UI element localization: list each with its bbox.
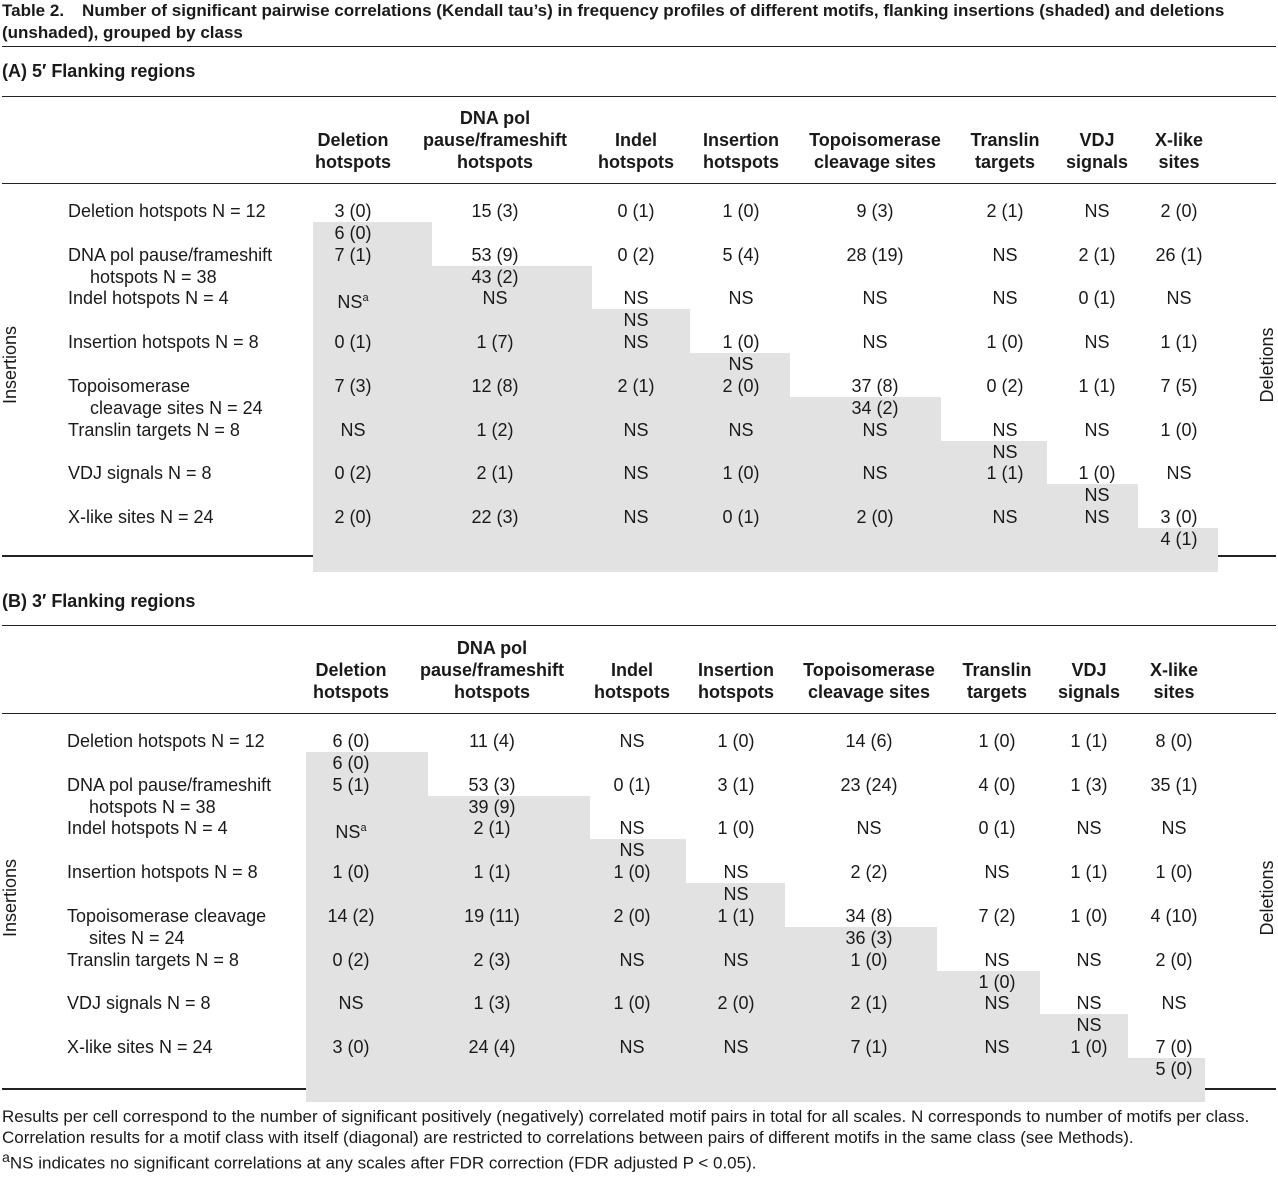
table-cell: NS <box>862 332 888 353</box>
row-label-line: sites N = 24 <box>89 927 185 948</box>
table-cell: NS <box>992 288 1018 309</box>
table-cell: 1 (0) <box>717 818 755 839</box>
column-header-line: hotspots <box>702 152 779 172</box>
diagonal-insertion-cell: 34 (2) <box>851 397 899 418</box>
column-header <box>420 637 564 703</box>
row-label-line: X-like sites N = 24 <box>67 1036 213 1057</box>
table-cell: NS <box>984 1036 1010 1057</box>
table-cell: 1 (2) <box>476 419 514 440</box>
side-label-deletions: Deletions <box>1257 327 1277 403</box>
column-header <box>315 129 391 173</box>
column-header-line: Translin <box>970 130 1040 150</box>
column-header <box>1150 659 1198 703</box>
table-cell: 1 (0) <box>1070 905 1108 926</box>
table-cell: 7 (1) <box>334 244 372 265</box>
table-cell: 14 (6) <box>845 731 893 751</box>
table-cell: NS <box>340 419 366 440</box>
column-header-line: Insertion <box>702 130 780 150</box>
table-footer <box>2 1106 1276 1174</box>
column-header <box>698 659 774 703</box>
column-header-line: cleavage sites <box>813 152 937 172</box>
table-cell: 6 (0) <box>332 731 370 751</box>
row-label-line: Translin targets N = 8 <box>68 419 240 440</box>
table-cell: 1 (1) <box>1070 862 1108 883</box>
table-cell: NS <box>992 419 1018 440</box>
diagonal-insertion-cell: 5 (0) <box>1155 1058 1193 1079</box>
table-cell: NS <box>992 244 1018 265</box>
diagonal-insertion-cell: 6 (0) <box>332 753 370 773</box>
table-cell: 2 (0) <box>856 506 894 527</box>
column-header-line: sites <box>1153 682 1195 702</box>
column-header <box>1066 129 1128 173</box>
row-label-line: cleavage sites N = 24 <box>90 397 263 418</box>
diagonal-insertion-cell: NS <box>992 441 1018 462</box>
panel-title: (B) 3′ Flanking regions <box>2 591 196 611</box>
row-label <box>68 375 263 419</box>
table-cell: 26 (1) <box>1155 244 1203 265</box>
column-header-line: DNA pol <box>459 108 531 128</box>
table-cell: 0 (1) <box>334 332 372 353</box>
table-cell: 2 (1) <box>1078 244 1116 265</box>
column-header <box>703 129 779 173</box>
table-cell: 1 (0) <box>722 463 760 484</box>
table-cell: 5 (1) <box>332 774 370 795</box>
diagonal-insertion-cell: NS <box>1076 1015 1102 1036</box>
table-cell: 1 (0) <box>722 201 760 221</box>
table-cell: 0 (1) <box>722 506 760 527</box>
table-cell: 14 (2) <box>327 905 375 926</box>
column-header-line: Indel <box>614 130 657 150</box>
table-cell: 1 (0) <box>722 332 760 353</box>
column-header-line: X-like <box>1154 130 1204 150</box>
column-header-line: hotspots <box>315 152 391 172</box>
row-label-line: Translin targets N = 8 <box>67 949 239 970</box>
column-header <box>313 659 389 703</box>
table-cell: NS <box>723 1036 749 1057</box>
column-header <box>962 659 1031 703</box>
table-cell: 1 (3) <box>473 993 511 1014</box>
row-label <box>67 861 258 883</box>
column-header-line: Indel <box>610 660 653 680</box>
diagonal-insertion-cell: 1 (0) <box>978 971 1016 992</box>
insertion-shade <box>313 528 1218 572</box>
table-cell: 22 (3) <box>471 506 519 527</box>
table-cell: NS <box>1076 993 1102 1014</box>
table-cell: 7 (1) <box>850 1036 888 1057</box>
footnote-marker: a <box>2 1150 10 1166</box>
row-label-line: VDJ signals N = 8 <box>67 993 211 1014</box>
table-cell: 1 (3) <box>1070 774 1108 795</box>
table-cell: 2 (0) <box>722 375 760 396</box>
insertion-shade <box>306 1058 1205 1102</box>
table-cell: 2 (0) <box>717 993 755 1014</box>
table-cell: 0 (2) <box>334 463 372 484</box>
row-label-line: hotspots N = 38 <box>90 266 217 287</box>
row-label <box>67 817 228 839</box>
table-cell: 11 (4) <box>469 731 515 751</box>
row-label-line: Indel hotspots N = 4 <box>67 818 228 839</box>
table-number: Table 2. <box>2 1 65 20</box>
table-cell: 2 (0) <box>613 905 651 926</box>
diagonal-insertion-cell: NS <box>623 310 649 331</box>
diagonal-insertion-cell: 39 (9) <box>468 796 516 817</box>
table-cell: NS <box>619 949 645 970</box>
table-cell: 1 (0) <box>613 862 651 883</box>
table-cell: NS <box>619 731 645 751</box>
column-header-line: sites <box>1158 152 1200 172</box>
table-cell: NS <box>984 862 1010 883</box>
table-cell: NS <box>728 419 754 440</box>
table-cell: 0 (1) <box>1078 288 1116 309</box>
panel-rule <box>2 713 1276 714</box>
table-cell: NS <box>856 818 882 839</box>
diagonal-insertion-cell: NS <box>619 840 645 861</box>
table-cell: NS <box>482 288 508 309</box>
table-cell: 2 (2) <box>850 862 888 883</box>
column-header-line: pause/frameshift <box>419 660 565 680</box>
table-cell: NS <box>1161 993 1187 1014</box>
table-cell: NS <box>623 419 649 440</box>
table-cell: 9 (3) <box>856 201 894 221</box>
column-header <box>803 659 935 703</box>
table-cell: 23 (24) <box>840 774 898 795</box>
table-cell: NS <box>862 419 888 440</box>
table-cell: 4 (0) <box>978 774 1016 795</box>
column-header <box>598 129 674 173</box>
table-cell: 2 (0) <box>334 506 372 527</box>
row-label <box>68 506 214 528</box>
table-cell: NS <box>1084 201 1110 221</box>
table-cell: 1 (7) <box>476 332 514 353</box>
table-cell: NS <box>862 288 888 309</box>
table-cell: 3 (0) <box>332 1036 370 1057</box>
table-cell: 0 (2) <box>617 244 655 265</box>
row-label <box>67 774 271 818</box>
table-cell: 35 (1) <box>1150 774 1198 795</box>
table-cell: NS <box>1084 506 1110 527</box>
table-cell: 24 (4) <box>468 1036 516 1057</box>
table-cell: 5 (4) <box>722 244 760 265</box>
panel-rule <box>2 96 1276 97</box>
column-header-line: signals <box>1065 152 1129 172</box>
table-cell: 8 (0) <box>1155 731 1193 751</box>
panel-title: (A) 5′ Flanking regions <box>2 61 196 81</box>
row-label-line: Insertion hotspots N = 8 <box>68 332 259 353</box>
insertion-shade <box>313 353 790 397</box>
row-label-line: Indel hotspots N = 4 <box>68 288 229 309</box>
column-header-line: targets <box>966 682 1028 702</box>
table-cell: NS <box>992 506 1018 527</box>
column-header-line: hotspots <box>313 682 389 702</box>
side-label-insertions: Insertions <box>0 325 20 405</box>
table-cell: 2 (3) <box>473 949 511 970</box>
column-header <box>809 129 941 173</box>
insertion-shade <box>313 222 432 266</box>
table-cell: NS <box>623 288 649 309</box>
table-cell: 2 (1) <box>986 201 1024 221</box>
column-header <box>594 659 670 703</box>
table-cell: NS <box>619 818 645 839</box>
table-cell: $NS^a$ <box>337 292 369 313</box>
table-cell: 28 (19) <box>846 244 904 265</box>
table-cell: 4 (10) <box>1150 905 1198 926</box>
table-cell: 3 (1) <box>717 774 755 795</box>
row-label-line: X-like sites N = 24 <box>68 506 214 527</box>
column-header-line: hotspots <box>594 682 670 702</box>
column-header <box>423 107 567 173</box>
row-label-line: hotspots N = 38 <box>89 796 216 817</box>
row-label <box>68 419 240 441</box>
table-cell: NS <box>984 993 1010 1014</box>
row-label <box>68 200 266 222</box>
table-cell: NS <box>723 949 749 970</box>
column-header <box>1058 659 1120 703</box>
table-cell: 1 (0) <box>1160 419 1198 440</box>
table-cell: 1 (1) <box>1070 731 1108 751</box>
table-cell: 2 (0) <box>1160 201 1198 221</box>
footnote-mark: a <box>362 292 369 305</box>
row-label-line: Deletion hotspots N = 12 <box>68 201 266 221</box>
table-cell: 1 (0) <box>850 949 888 970</box>
column-header-line: cleavage sites <box>807 682 931 702</box>
row-label <box>68 287 229 309</box>
column-header-line: hotspots <box>697 682 774 702</box>
table-cell: NS <box>723 862 749 883</box>
row-label <box>67 949 239 971</box>
row-label-line: Insertion hotspots N = 8 <box>67 862 258 883</box>
table-cell: 1 (0) <box>986 332 1024 353</box>
row-label-line: Topoisomerase cleavage <box>67 905 267 926</box>
row-label-line: DNA pol pause/frameshift <box>68 244 273 265</box>
insertion-shade <box>306 883 785 927</box>
column-header-line: VDJ <box>1079 130 1115 150</box>
column-header <box>1155 129 1203 173</box>
table-cell: 2 (1) <box>476 463 514 484</box>
insertion-shade <box>313 441 1047 485</box>
table-cell: 7 (0) <box>1155 1036 1193 1057</box>
caption-rule <box>2 46 1276 47</box>
diagonal-insertion-cell: 36 (3) <box>845 927 893 948</box>
row-label <box>68 331 259 353</box>
footnote-text: NS indicates no significant correlations at any scales after FDR correction (FDR adjusted P < 0.05). <box>9 1153 757 1173</box>
column-header-line: Translin <box>962 660 1032 680</box>
table-cell: 3 (0) <box>1160 506 1198 527</box>
row-label <box>67 730 265 752</box>
table-cell: NS <box>984 949 1010 970</box>
diagonal-insertion-cell: NS <box>723 884 749 905</box>
column-header-line: hotspots <box>456 152 533 172</box>
table-cell: NS <box>1084 332 1110 353</box>
table-cell: 1 (1) <box>717 905 755 926</box>
diagonal-insertion-cell: NS <box>1084 485 1110 506</box>
table-cell: 7 (3) <box>334 375 372 396</box>
table-cell: 7 (2) <box>978 905 1016 926</box>
column-header-line: Deletion <box>315 660 387 680</box>
column-header-line: VDJ <box>1071 660 1107 680</box>
table-cell: 1 (1) <box>473 862 511 883</box>
table-cell: NS <box>1076 818 1102 839</box>
table-cell: 1 (0) <box>1078 463 1116 484</box>
diagonal-insertion-cell: 4 (1) <box>1160 528 1198 549</box>
table-cell: NS <box>623 506 649 527</box>
row-label-line: DNA pol pause/frameshift <box>67 774 272 795</box>
side-label-insertions: Insertions <box>0 858 20 938</box>
column-header-line: signals <box>1057 682 1121 702</box>
table-cell: 1 (1) <box>1078 375 1116 396</box>
column-header-line: pause/frameshift <box>422 130 568 150</box>
table-cell: NS <box>619 1036 645 1057</box>
footnote-mark: a <box>360 822 367 835</box>
row-label <box>67 1036 213 1058</box>
row-label-line: Topoisomerase <box>68 375 191 396</box>
table-cell: 0 (1) <box>978 818 1016 839</box>
panel-rule <box>2 625 1276 626</box>
footer-note: Results per cell correspond to the number of significant positively (negatively) correlated motif pairs in total for all scales. N corresponds to number of motifs per class. Correlation results for a motif class with itself (diagonal) are restricted to correlations between pairs of different motifs in the same class (see Methods). <box>2 1107 1250 1147</box>
table-cell: 1 (0) <box>1070 1036 1108 1057</box>
column-header <box>970 129 1039 173</box>
table-cell: NS <box>623 463 649 484</box>
table-cell: 53 (3) <box>468 774 516 795</box>
diagonal-insertion-cell: NS <box>728 354 754 375</box>
row-label-line: VDJ signals N = 8 <box>68 463 212 484</box>
table-cell: 3 (0) <box>334 201 372 221</box>
table-cell: NS <box>728 288 754 309</box>
table-cell: NS <box>1076 949 1102 970</box>
row-label <box>68 462 212 484</box>
diagonal-insertion-cell: 6 (0) <box>334 223 372 243</box>
table-cell: 0 (2) <box>332 949 370 970</box>
table-cell: NS <box>1166 463 1192 484</box>
table-cell: NS <box>623 332 649 353</box>
table-cell: 34 (8) <box>845 905 893 926</box>
column-header-line: hotspots <box>598 152 674 172</box>
table-title: Number of significant pairwise correlations (Kendall tau’s) in frequency profiles of different motifs, flanking insertions (shaded) and deletions (unshaded), grouped by class <box>2 1 1225 42</box>
table-cell: 0 (1) <box>613 774 651 795</box>
table-cell: NS <box>338 993 364 1014</box>
row-label <box>67 992 211 1014</box>
column-header-line: hotspots <box>453 682 530 702</box>
table-cell: 1 (1) <box>986 463 1024 484</box>
column-header-line: X-like <box>1149 660 1199 680</box>
column-header-line: Topoisomerase <box>803 660 935 680</box>
table-cell: 1 (0) <box>613 993 651 1014</box>
table-cell: 7 (5) <box>1160 375 1198 396</box>
table-cell: 15 (3) <box>471 201 519 221</box>
table-cell: 12 (8) <box>471 375 519 396</box>
table-cell: 53 (9) <box>471 244 519 265</box>
table-cell: 1 (0) <box>332 862 370 883</box>
table-cell: NS <box>1166 288 1192 309</box>
table-cell: NS <box>1084 419 1110 440</box>
column-header-line: Insertion <box>697 660 775 680</box>
table-cell: 37 (8) <box>851 375 899 396</box>
column-header-line: Topoisomerase <box>809 130 941 150</box>
table-cell: 0 (2) <box>986 375 1024 396</box>
table-cell: NS <box>862 463 888 484</box>
diagonal-insertion-cell: 43 (2) <box>471 266 519 287</box>
row-label-line: Deletion hotspots N = 12 <box>67 731 265 751</box>
table-cell: 2 (0) <box>1155 949 1193 970</box>
table-cell: 2 (1) <box>850 993 888 1014</box>
table-cell: 1 (1) <box>1160 332 1198 353</box>
footnote <box>2 1148 1276 1174</box>
table-cell: 2 (1) <box>473 818 511 839</box>
column-header-line: targets <box>974 152 1036 172</box>
table-cell: 1 (0) <box>1155 862 1193 883</box>
side-label-deletions: Deletions <box>1257 860 1277 936</box>
column-header-line: Deletion <box>317 130 389 150</box>
table-cell: 0 (1) <box>617 201 655 221</box>
table-caption <box>2 0 1276 44</box>
table-cell: 2 (1) <box>617 375 655 396</box>
row-label <box>68 244 272 288</box>
row-label <box>67 905 266 949</box>
table-cell: NS <box>1161 818 1187 839</box>
table-cell: 1 (0) <box>978 731 1016 751</box>
table-cell: $NS^a$ <box>335 822 367 843</box>
insertion-shade <box>306 971 1040 1015</box>
column-header-line: DNA pol <box>456 638 528 658</box>
panel-rule <box>2 183 1276 184</box>
table-cell: 19 (11) <box>464 905 520 926</box>
table-cell: 1 (0) <box>717 731 755 751</box>
